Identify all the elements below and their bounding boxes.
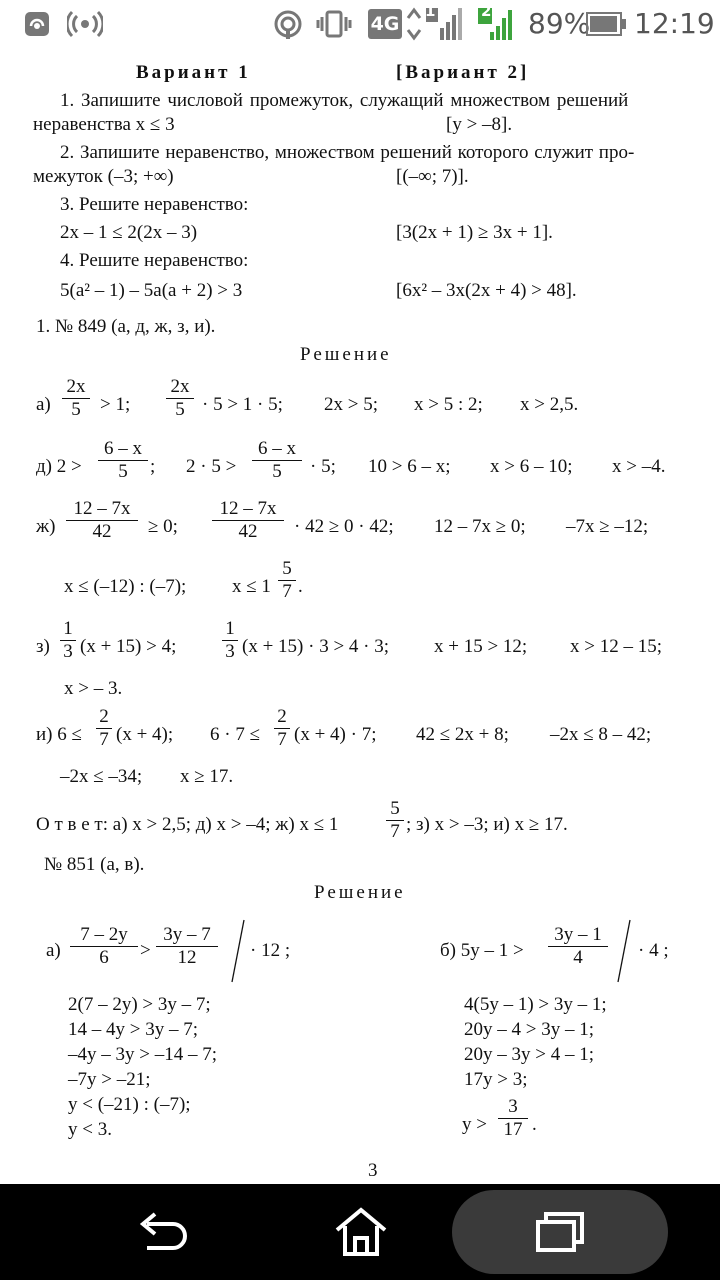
a-part2: · 5 > 1 · 5; [202,394,283,415]
p2b-last-post: . [532,1114,537,1135]
home-icon [333,1206,389,1258]
p2b-mult: · 4 ; [638,940,669,961]
a-part5: x > 2,5. [520,394,579,415]
sim2-label: 2 [481,2,492,20]
z-fraction-2: $\frac{1}{3}$ [222,618,238,663]
back-button[interactable] [96,1190,226,1274]
p2a-step: 14 – 4y > 3y – 7; [68,1019,198,1040]
a-fraction-1: $\frac{2x}{5}$ [62,376,90,421]
z-line2: x > – 3. [64,678,123,699]
i-part5: –2x ≤ 8 – 42; [550,724,652,745]
p2a-step: y < 3. [68,1119,112,1140]
zh-label: ж) [36,516,56,537]
z-fraction-1: $\frac{1}{3}$ [60,618,76,663]
task3-alt: [3(2x + 1) ≥ 3x + 1]. [396,222,553,243]
zh-line2a: x ≤ (–12) : (–7); [64,576,187,597]
p2a-step: –4y – 3y > –14 – 7; [68,1044,217,1065]
zh-fraction-1: $\frac{12 - 7x}{42}$ [66,498,138,543]
task4-line2: 5(a² – 1) – 5a(a + 2) > 3 [60,280,243,301]
back-icon [133,1208,189,1256]
sim1-label: 1 [425,2,436,20]
i-fraction-2: $\frac{2}{7}$ [274,706,290,751]
task3-line2: 2x – 1 ≤ 2(2x – 3) [60,222,198,243]
p2a-slash [228,918,248,984]
problem-851-title: № 851 (а, в). [44,854,145,875]
p2a-gt: > [140,940,151,961]
navigation-bar [0,1184,720,1280]
answer-part1: О т в е т: а) x > 2,5; д) x > –4; ж) x ≤ 1 [36,814,339,835]
d-part3: · 5; [310,456,336,477]
d-part6: x > –4. [612,456,666,477]
nfc-icon [272,8,304,40]
task4-line1: 4. Решите неравенство: [60,250,249,271]
task1-line2: неравенства x ≤ 3 [33,114,175,135]
battery-icon [586,8,628,40]
p2a-step: 2(7 – 2y) > 3y – 7; [68,994,211,1015]
i-label: и) 6 ≤ [36,724,82,745]
status-bar [0,0,720,50]
recents-button[interactable] [452,1190,668,1274]
task2-line2: межуток (–3; +∞) [33,166,174,187]
i-part1: (x + 4); [116,724,174,745]
i-part3: (x + 4) · 7; [294,724,377,745]
d-part1: ; [150,456,156,477]
p2b-step: 20y – 4 > 3y – 1; [464,1019,594,1040]
cast-icon [66,8,104,40]
p2b-last-pre: y > [462,1114,487,1135]
d-part4: 10 > 6 – x; [368,456,451,477]
network-type-badge: 4G [368,9,402,39]
zh-part3: 12 – 7x ≥ 0; [434,516,526,537]
zh-line2c: . [298,576,303,597]
task3-line1: 3. Решите неравенство: [60,194,249,215]
document-page[interactable] [0,50,720,1184]
i-part2: 6 · 7 ≤ [210,724,261,745]
p2b-step: 17y > 3; [464,1069,528,1090]
i-part4: 42 ≤ 2x + 8; [416,724,509,745]
i-line2a: –2x ≤ –34; [60,766,143,787]
p2b-slash [614,918,634,984]
zh-part4: –7x ≥ –12; [566,516,649,537]
p2b-steps [464,994,607,1090]
cut-off-line: 3 [368,1160,378,1181]
zh-line2b: x ≤ 1 [232,576,271,597]
task4-alt: [6x² – 3x(2x + 4) > 48]. [396,280,577,301]
p2b-step: 4(5y – 1) > 3y – 1; [464,994,607,1015]
clock: 12:19 [634,7,715,40]
a-part3: 2x > 5; [324,394,378,415]
answer-fraction: $\frac{5}{7}$ [386,798,404,843]
a-fraction-2: $\frac{2x}{5}$ [166,376,194,421]
task2-line1: 2. Запишите неравенство, множеством решений которого служит про- [60,142,635,163]
variant2-header: [Вариант 2] [396,62,530,83]
p2a-step: y < (–21) : (–7); [68,1094,191,1115]
home-button[interactable] [296,1190,426,1274]
solution-title-2: Решение [314,882,406,903]
task1-alt: [y > –8]. [446,114,513,135]
vibrate-icon [316,8,352,40]
p2b-step: 20y – 3y > 4 – 1; [464,1044,594,1065]
a-label: а) [36,394,51,415]
p2a-mult: · 12 ; [250,940,291,961]
z-part4: x > 12 – 15; [570,636,662,657]
a-part4: x > 5 : 2; [414,394,483,415]
hotspot-icon [22,8,52,40]
p2a-label: а) [46,940,61,961]
zh-fraction-2: $\frac{12 - 7x}{42}$ [212,498,284,543]
d-part5: x > 6 – 10; [490,456,573,477]
p2b-fraction: $\frac{3y - 1}{4}$ [548,924,608,969]
p2b-last-fraction: $\frac{3}{17}$ [498,1096,528,1141]
z-part3: x + 15 > 12; [434,636,528,657]
answer-part2: ; з) x > –3; и) x ≥ 17. [406,814,568,835]
p2b-label: б) 5y – 1 > [440,940,524,961]
z-label: з) [36,636,50,657]
p2a-step: –7y > –21; [68,1069,151,1090]
p2a-steps [68,994,217,1140]
z-part2: (x + 15) · 3 > 4 · 3; [242,636,390,657]
zh-part2: · 42 ≥ 0 · 42; [294,516,394,537]
variant1-header: Вариант 1 [136,62,251,83]
zh-mixed-fraction: $\frac{5}{7}$ [278,558,296,603]
battery-percent: 89% [528,7,591,40]
i-line2b: x ≥ 17. [180,766,234,787]
task2-alt: [(–∞; 7)]. [396,166,469,187]
d-fraction-2: $\frac{6 - x}{5}$ [252,438,302,483]
recents-icon [532,1208,588,1256]
p2a-fraction-1: $\frac{7 - 2y}{6}$ [70,924,138,969]
i-fraction-1: $\frac{2}{7}$ [96,706,112,751]
solution-title: Решение [300,344,392,365]
d-fraction-1: $\frac{6 - x}{5}$ [98,438,148,483]
p2a-fraction-2: $\frac{3y - 7}{12}$ [156,924,218,969]
a-part1: > 1; [100,394,131,415]
task1-line1: 1. Запишите числовой промежуток, служащий множеством решений [60,90,629,111]
z-part1: (x + 15) > 4; [80,636,177,657]
d-label: д) 2 > [36,456,82,477]
d-part2: 2 · 5 > [186,456,237,477]
problem-849-title: 1. № 849 (а, д, ж, з, и). [36,316,216,337]
zh-part1: ≥ 0; [148,516,178,537]
